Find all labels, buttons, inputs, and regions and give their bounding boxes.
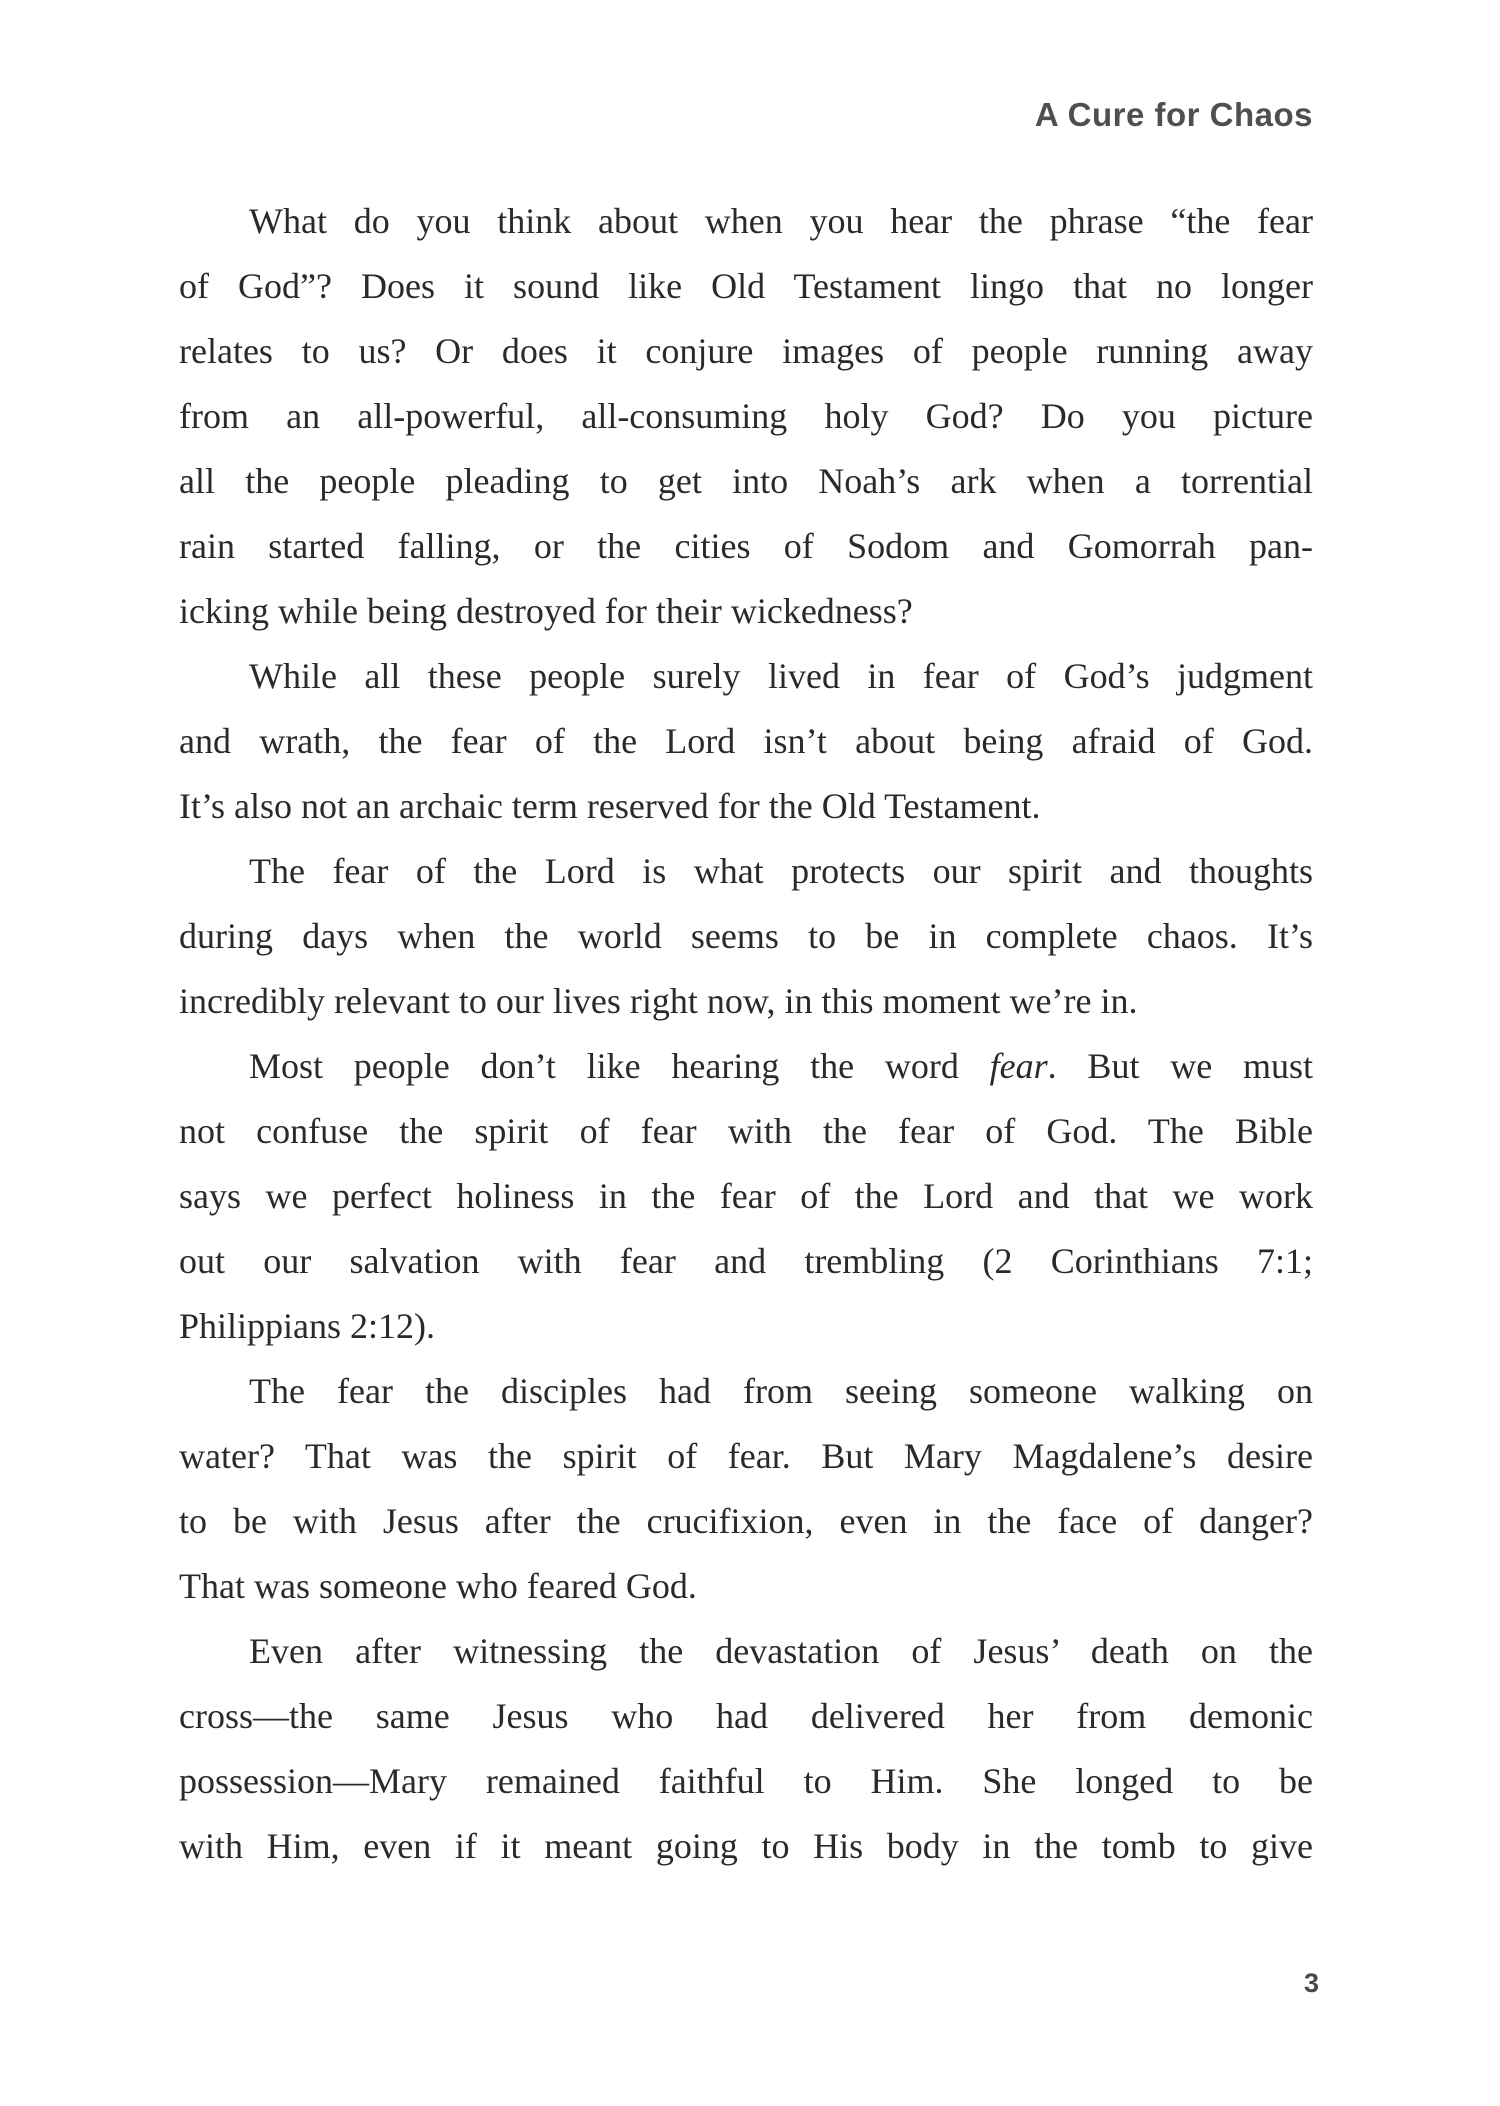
- text-line: with Him, even if it meant going to His body in the tomb to give: [179, 1826, 1313, 1866]
- paragraph: [179, 1034, 1313, 1359]
- text-line: possession—Mary remained faithful to Him. She longed to be: [179, 1761, 1313, 1801]
- text-line: [179, 1034, 1313, 1099]
- text-line: cross—the same Jesus who had delivered her from demonic: [179, 1696, 1313, 1736]
- text-line: water? That was the spirit of fear. But Mary Magdalene’s desire: [179, 1436, 1313, 1476]
- text-line: says we perfect holiness in the fear of the Lord and that we work: [179, 1176, 1313, 1216]
- text-line: Even after witnessing the devastation of Jesus’ death on the: [249, 1631, 1313, 1671]
- text-line: The fear the disciples had from seeing someone walking on: [249, 1371, 1313, 1411]
- page-number: 3: [1304, 1968, 1320, 1998]
- text-line: out our salvation with fear and trembling (2 Corinthians 7:1;: [179, 1241, 1313, 1281]
- body-text: [179, 189, 1313, 1879]
- text-line: While all these people surely lived in fear of God’s judgment: [249, 656, 1313, 696]
- text-line: It’s also not an archaic term reserved for the Old Testament.: [179, 786, 1041, 826]
- text-line: to be with Jesus after the crucifixion, even in the face of danger?: [179, 1501, 1313, 1541]
- text-line: incredibly relevant to our lives right now, in this moment we’re in.: [179, 981, 1138, 1021]
- text-line: The fear of the Lord is what protects our spirit and thoughts: [249, 851, 1313, 891]
- text-line: of God”? Does it sound like Old Testament lingo that no longer: [179, 266, 1313, 306]
- paragraph: [179, 189, 1313, 644]
- text-line: from an all-powerful, all-consuming holy God? Do you picture: [179, 396, 1313, 436]
- text-line: icking while being destroyed for their wickedness?: [179, 591, 913, 631]
- paragraph: [179, 1359, 1313, 1619]
- paragraph: [179, 839, 1313, 1034]
- paragraph: [179, 1619, 1313, 1879]
- paragraph: [179, 644, 1313, 839]
- emphasized-word: fear: [989, 1046, 1048, 1086]
- text-line: not confuse the spirit of fear with the fear of God. The Bible: [179, 1111, 1313, 1151]
- text-line: relates to us? Or does it conjure images of people running away: [179, 331, 1313, 371]
- text-line: during days when the world seems to be in complete chaos. It’s: [179, 916, 1313, 956]
- text-segment: Most people don’t like hearing the word: [249, 1046, 990, 1086]
- text-line: rain started falling, or the cities of Sodom and Gomorrah pan-: [179, 526, 1313, 566]
- text-line: What do you think about when you hear the phrase “the fear: [249, 201, 1313, 241]
- text-line: and wrath, the fear of the Lord isn’t about being afraid of God.: [179, 721, 1313, 761]
- text-segment: . But we must: [1047, 1046, 1313, 1086]
- text-line: That was someone who feared God.: [179, 1566, 697, 1606]
- text-line: all the people pleading to get into Noah’s ark when a torrential: [179, 461, 1313, 501]
- text-line: Philippians 2:12).: [179, 1306, 436, 1346]
- running-header: A Cure for Chaos: [1034, 96, 1313, 133]
